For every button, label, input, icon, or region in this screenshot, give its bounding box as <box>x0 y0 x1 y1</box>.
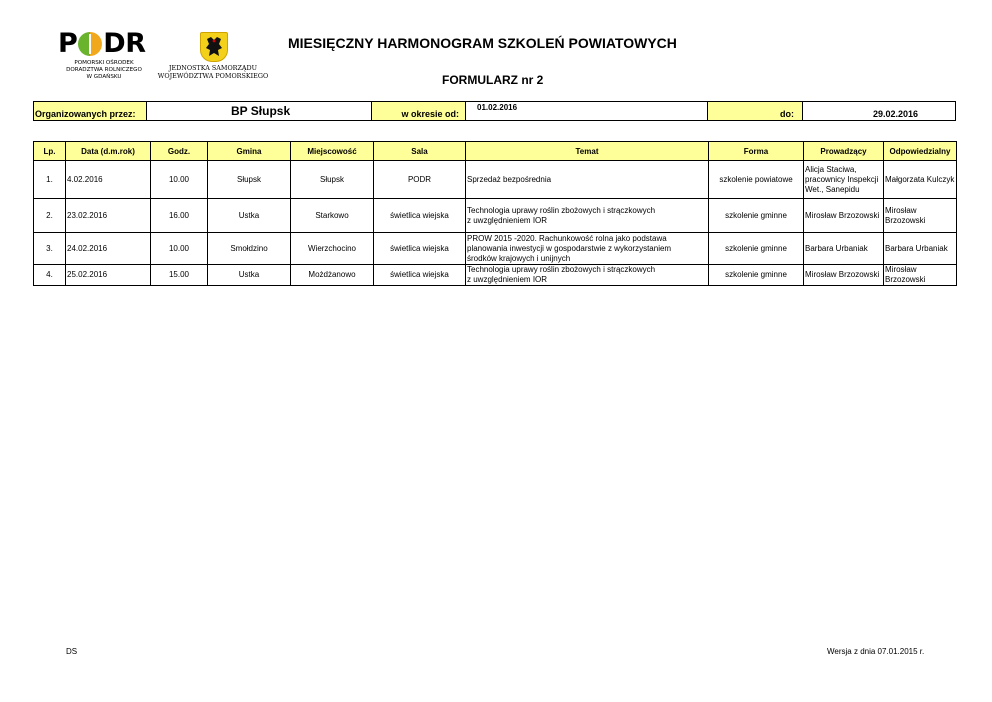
temat-line: PROW 2015 -2020. Rachunkowość rolna jako podstawa <box>467 233 667 243</box>
cell-gmina: Smołdzino <box>208 233 291 265</box>
cell-temat <box>466 265 709 286</box>
cell-lp: 1. <box>34 161 66 199</box>
cell-odpowiedzialny <box>884 199 957 233</box>
cell-sala: PODR <box>374 161 466 199</box>
cell-date: 24.02.2016 <box>66 233 151 265</box>
header-gmina: Gmina <box>208 142 291 161</box>
period-to-cell <box>708 102 803 120</box>
cell-time: 10.00 <box>151 233 208 265</box>
prowadzacy-line: Wet., Sanepidu <box>805 184 860 194</box>
cell-prowadzacy <box>804 161 884 199</box>
prowadzacy-line: Alicja Staciwa, <box>805 164 857 174</box>
organized-by-value-cell <box>147 102 372 120</box>
cell-miejscowosc: Wierzchocino <box>291 233 374 265</box>
odpowiedzialny-line: Mirosław <box>885 205 917 215</box>
cell-miejscowosc: Starkowo <box>291 199 374 233</box>
footer-version: Wersja z dnia 07.01.2015 r. <box>827 647 925 656</box>
form-number: FORMULARZ nr 2 <box>442 73 544 87</box>
table-row <box>34 265 957 286</box>
header-prowadzacy: Prowadzący <box>804 142 884 161</box>
podr-caption-line: POMORSKI OŚRODEK <box>74 60 134 66</box>
podr-wordmark <box>58 30 158 58</box>
cell-prowadzacy <box>804 233 884 265</box>
period-from-value-cell <box>466 102 708 120</box>
period-from-label: w okresie od: <box>401 109 459 119</box>
samorzad-caption <box>152 64 274 80</box>
cell-temat <box>466 233 709 265</box>
cell-prowadzacy <box>804 199 884 233</box>
podr-letter-r: R <box>125 28 146 59</box>
table-row <box>34 233 957 265</box>
page-title: MIESIĘCZNY HARMONOGRAM SZKOLEŃ POWIATOWYCH <box>288 35 677 51</box>
cell-lp: 2. <box>34 199 66 233</box>
cell-odpowiedzialny <box>884 265 957 286</box>
podr-letter-d: D <box>103 28 126 59</box>
cell-forma: szkolenie gminne <box>709 265 804 286</box>
cell-sala: świetlica wiejska <box>374 199 466 233</box>
temat-line: z uwzględnieniem IOR <box>467 275 548 284</box>
coat-of-arms-icon <box>200 32 228 62</box>
samorzad-caption-line: JEDNOSTKA SAMORZĄDU <box>168 64 258 72</box>
cell-temat <box>466 199 709 233</box>
table-row <box>34 161 957 199</box>
prowadzacy-line: Mirosław Brzozowski <box>805 270 880 279</box>
footer-initials: DS <box>66 647 78 656</box>
cell-date: 23.02.2016 <box>66 199 151 233</box>
odpowiedzialny-line: Brzozowski <box>885 275 926 284</box>
header-forma: Forma <box>709 142 804 161</box>
odpowiedzialny-line: Mirosław <box>885 265 917 274</box>
organized-by-label: Organizowanych przez: <box>35 109 136 119</box>
podr-caption <box>58 60 150 81</box>
cell-forma: szkolenie powiatowe <box>709 161 804 199</box>
cell-odpowiedzialny <box>884 161 957 199</box>
cell-gmina: Ustka <box>208 199 291 233</box>
odpowiedzialny-line: Małgorzata Kulczyk <box>885 174 955 184</box>
samorzad-caption-line: WOJEWÓDZTWA POMORSKIEGO <box>157 72 269 80</box>
cell-time: 16.00 <box>151 199 208 233</box>
cell-temat <box>466 161 709 199</box>
period-to-label: do: <box>780 109 794 119</box>
cell-forma: szkolenie gminne <box>709 233 804 265</box>
period-from-value: 01.02.2016 <box>477 103 518 112</box>
header-odpowiedzialny: Odpowiedzialny <box>884 142 957 161</box>
odpowiedzialny-line: Barbara Urbaniak <box>885 243 948 253</box>
header-data: Data (d.m.rok) <box>66 142 151 161</box>
cell-time: 10.00 <box>151 161 208 199</box>
cell-sala: świetlica wiejska <box>374 265 466 286</box>
cell-date: 4.02.2016 <box>66 161 151 199</box>
podr-letter-p: P <box>58 28 78 59</box>
odpowiedzialny-line: Brzozowski <box>885 215 926 225</box>
table-header-row <box>34 142 957 161</box>
organizer-bar <box>33 101 956 121</box>
header-godz: Godz. <box>151 142 208 161</box>
organized-by-cell <box>34 102 147 120</box>
cell-date: 25.02.2016 <box>66 265 151 286</box>
temat-line: Technologia uprawy roślin zbożowych i strączkowych <box>467 265 656 274</box>
prowadzacy-line: Mirosław Brzozowski <box>805 210 880 220</box>
cell-forma: szkolenie gminne <box>709 199 804 233</box>
period-to-value: 29.02.2016 <box>873 109 919 119</box>
cell-sala: świetlica wiejska <box>374 233 466 265</box>
schedule-table <box>33 141 957 286</box>
cell-time: 15.00 <box>151 265 208 286</box>
cell-odpowiedzialny <box>884 233 957 265</box>
temat-line: Sprzedaż bezpośrednia <box>467 174 552 184</box>
organized-by-value: BP Słupsk <box>231 104 291 118</box>
period-to-value-cell <box>803 102 955 120</box>
cell-lp: 3. <box>34 233 66 265</box>
cell-prowadzacy <box>804 265 884 286</box>
prowadzacy-line: Barbara Urbaniak <box>805 243 868 253</box>
cell-miejscowosc: Słupsk <box>291 161 374 199</box>
table-row <box>34 199 957 233</box>
header-miejscowosc: Miejscowość <box>291 142 374 161</box>
header-sala: Sala <box>374 142 466 161</box>
cell-gmina: Słupsk <box>208 161 291 199</box>
podr-leaf-icon <box>78 32 102 56</box>
header-temat: Temat <box>466 142 709 161</box>
podr-caption-line: W GDAŃSKU <box>86 74 122 80</box>
podr-caption-line: DORADZTWA ROLNICZEGO <box>66 67 142 73</box>
prowadzacy-line: pracownicy Inspekcji <box>805 174 879 184</box>
cell-miejscowosc: Możdżanowo <box>291 265 374 286</box>
cell-gmina: Ustka <box>208 265 291 286</box>
temat-line: Technologia uprawy roślin zbożowych i strączkowych <box>467 205 656 215</box>
period-from-cell <box>372 102 466 120</box>
temat-line: planowania inwestycji w gospodarstwie z wykorzystaniem <box>467 243 672 253</box>
podr-logo <box>58 30 158 90</box>
temat-line: środków krajowych i unijnych <box>467 253 571 263</box>
temat-line: z uwzględnieniem IOR <box>467 215 548 225</box>
header-lp: Lp. <box>34 142 66 161</box>
cell-lp: 4. <box>34 265 66 286</box>
